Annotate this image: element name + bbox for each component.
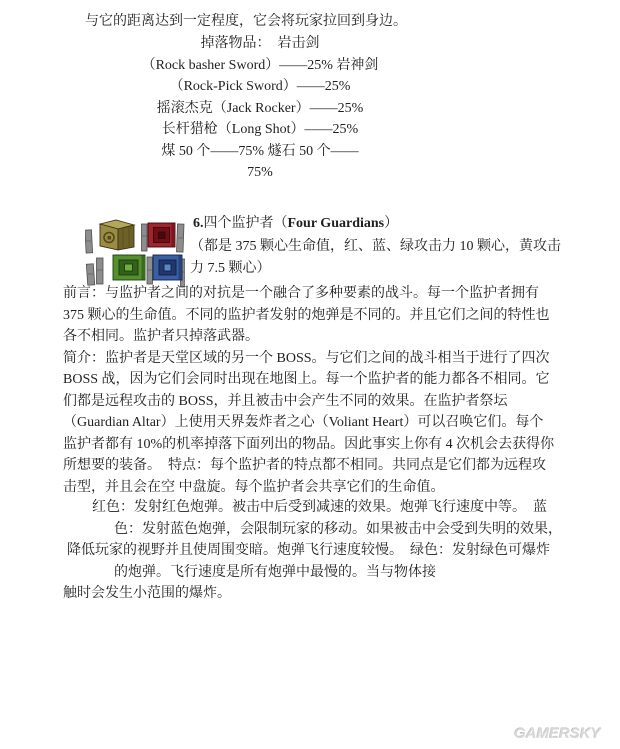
drop-list-line: 煤 50 个——75% 燧石 50 个—— <box>161 143 359 159</box>
stone-pillar <box>97 258 104 284</box>
intro-line: 击型，并且会在空 中盘旋。每个监护者会共享它们的生命值。 <box>63 479 445 495</box>
gamersky-watermark: GAMERSKY <box>514 725 601 742</box>
stone-pillar <box>86 264 94 285</box>
section-title-en: Four Guardians <box>287 216 385 231</box>
drop-list-line: 摇滚杰克（Jack Rocker）——25% <box>156 100 364 116</box>
guardian-green-block <box>113 255 145 280</box>
drop-list-line: 75% <box>247 165 273 180</box>
preface-line: 375 颗心的生命值。不同的监护者发射的炮弹是不同的。并且它们之间的特性也 <box>63 307 550 323</box>
section-subtitle-line: （都是 375 颗心生命值，红、蓝、绿攻击力 10 颗心，黄攻击 <box>190 239 561 254</box>
section-title-cn: 四个监护者（ <box>203 216 288 231</box>
drop-list-line: 长杆猎枪（Long Shot）——25% <box>161 122 359 137</box>
drop-list <box>60 33 460 184</box>
color-note-line: 色：发射蓝色炮弹，会限制玩家的移动。如果被击中会受到失明的效果， <box>114 521 562 537</box>
intro-line: （Guardian Altar）上使用天界轰炸者之心（Voliant Heart）可以召唤它们。每个 <box>63 415 544 430</box>
color-note-line: 触时会发生小范围的爆炸。 <box>63 586 231 601</box>
intro-line: 简介：监护者是天堂区域的另一个 BOSS。与它们之间的战斗相当于进行了四次 <box>63 350 550 366</box>
preface-line: 各不相同。监护者只掉落武器。 <box>63 329 259 344</box>
intro-line: BOSS 战，因为它们会同时出现在地图上。每一个监护者的能力都各不相同。它 <box>63 372 550 387</box>
stone-pillar <box>147 257 153 284</box>
intro-line: 监护者都有 10%的机率掉落下面列出的物品。因此事实上你有 4 次机会去获得你 <box>63 436 555 452</box>
color-note-line: 降低玩家的视野并且使周围变暗。炮弹飞行速度较慢。 绿色：发射绿色可爆炸 <box>67 543 550 558</box>
paragraph-continuation-line: 与它的距离达到一定程度，它会将玩家拉回到身边。 <box>85 14 407 29</box>
preface-line: 前言：与监护者之间的对抗是一个融合了多种要素的战斗。每一个监护者拥有 <box>63 286 539 301</box>
stone-pillar <box>142 224 148 251</box>
intro-line: 所想要的装备。 特点：每个监护者的特点都不相同。共同点是它们都为远程攻 <box>63 458 546 473</box>
intro-line: 们都是远程攻击的 BOSS，并且被击中会产生不同的效果。在监护者祭坛 <box>63 393 508 409</box>
section-title-close: ） <box>384 216 399 231</box>
section-subtitle-line: 力 7.5 颗心） <box>190 261 271 276</box>
drop-list-line: （Rock basher Sword）——25% 岩神剑 <box>141 57 379 73</box>
guardian-yellow-block <box>100 220 134 250</box>
color-note-line: 红色：发射红色炮弹。被击中后受到减速的效果。炮弹飞行速度中等。 蓝 <box>92 500 547 515</box>
stone-pillar <box>85 230 93 253</box>
color-note-line: 的炮弹。飞行速度是所有炮弹中最慢的。当与物体接 <box>114 564 436 580</box>
drop-list-line: （Rock-Pick Sword）——25% <box>169 79 351 94</box>
section-number: 6. <box>193 216 204 231</box>
section-heading <box>193 213 398 235</box>
guardian-blue-block <box>153 255 182 280</box>
guardians-image <box>85 216 185 289</box>
drop-list-line: 掉落物品： 岩击剑 <box>200 36 320 51</box>
guardian-red-block <box>148 223 175 247</box>
